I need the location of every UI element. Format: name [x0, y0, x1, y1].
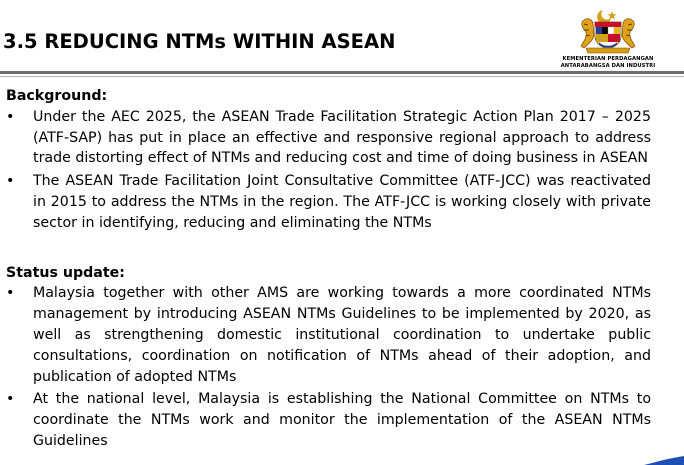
slide-body: [6, 86, 651, 452]
status-bullet: • Malaysia together with other AMS are working towards a more coordinated NTMs management by introducing ASEAN NTMs Guidelines to be implemented by 2020, as well as strengthening domestic institutional coordination to undertake public consultations, coordination on notification of NTMs ahead of their adoption, and publication of adopted NTMs: [6, 283, 651, 387]
corner-accent-shape: [644, 456, 684, 465]
background-bullet: • Under the AEC 2025, the ASEAN Trade Facilitation Strategic Action Plan 2017 – 2025 (ATF-SAP) has put in place an effective and responsive regional approach to address trade distorting effect of NTMs and reducing cost and time of doing business in ASEAN: [6, 107, 651, 169]
coat-of-arms-icon: [578, 8, 638, 54]
status-heading: Status update:: [6, 264, 125, 281]
background-bullet: • The ASEAN Trade Facilitation Joint Consultative Committee (ATF-JCC) was reactivated in 2015 to address the NTMs in the region. The ATF-JCC is working closely with private sector in identifying, reducing and eliminating the NTMs: [6, 171, 651, 233]
ministry-name-line1: KEMENTERIAN PERDAGANGAN: [562, 56, 654, 62]
header-rule-thick: [0, 71, 684, 74]
header-rule-thin: [0, 76, 684, 77]
ministry-logo: [555, 8, 661, 70]
ministry-name-line2: ANTARABANGSA DAN INDUSTRI: [560, 63, 656, 69]
status-bullet: • At the national level, Malaysia is establishing the National Committee on NTMs to coordinate the NTMs work and monitor the implementation of the ASEAN NTMs Guidelines: [6, 389, 651, 451]
page-title: 3.5 REDUCING NTMs WITHIN ASEAN: [3, 30, 396, 53]
background-heading: Background:: [6, 88, 108, 104]
